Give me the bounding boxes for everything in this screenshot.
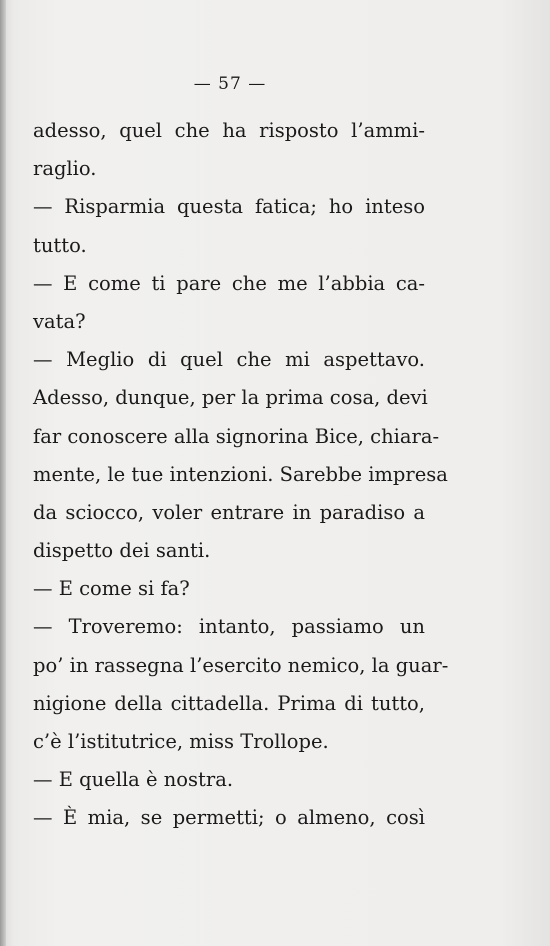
text-line: raglio. xyxy=(33,157,97,181)
text-line: — Troveremo: intanto, passiamo un xyxy=(33,615,425,639)
page-text xyxy=(33,112,449,838)
text-line: da sciocco, voler entrare in paradiso a xyxy=(33,500,425,524)
text-line: — Meglio di quel che mi aspettavo. xyxy=(33,348,425,372)
text-line: Adesso, dunque, per la prima cosa, devi xyxy=(33,386,428,410)
page-number: — 57 — xyxy=(193,74,267,94)
page-spine-shadow xyxy=(0,0,6,946)
text-line: — È mia, se permetti; o almeno, così xyxy=(33,806,425,830)
text-line: nigione della cittadella. Prima di tutto, xyxy=(33,691,425,715)
text-line: — E come si fa? xyxy=(33,577,190,601)
text-line: — E come ti pare che me l’abbia ca- xyxy=(33,271,425,295)
text-line: far conoscere alla signorina Bice, chiara- xyxy=(33,424,440,448)
text-line: c’è l’istitutrice, miss Trollope. xyxy=(33,730,329,753)
text-line: po’ in rassegna l’esercito nemico, la guar- xyxy=(33,653,449,677)
text-line: — E quella è nostra. xyxy=(33,768,234,792)
text-line: vata? xyxy=(33,309,86,333)
text-line: — Risparmia questa fatica; ho inteso xyxy=(33,195,425,219)
text-line: mente, le tue intenzioni. Sarebbe impresa xyxy=(33,462,448,486)
text-line: tutto. xyxy=(33,233,87,257)
text-line: dispetto dei santi. xyxy=(33,539,211,563)
text-line: adesso, quel che ha risposto l’ammi- xyxy=(33,119,425,142)
